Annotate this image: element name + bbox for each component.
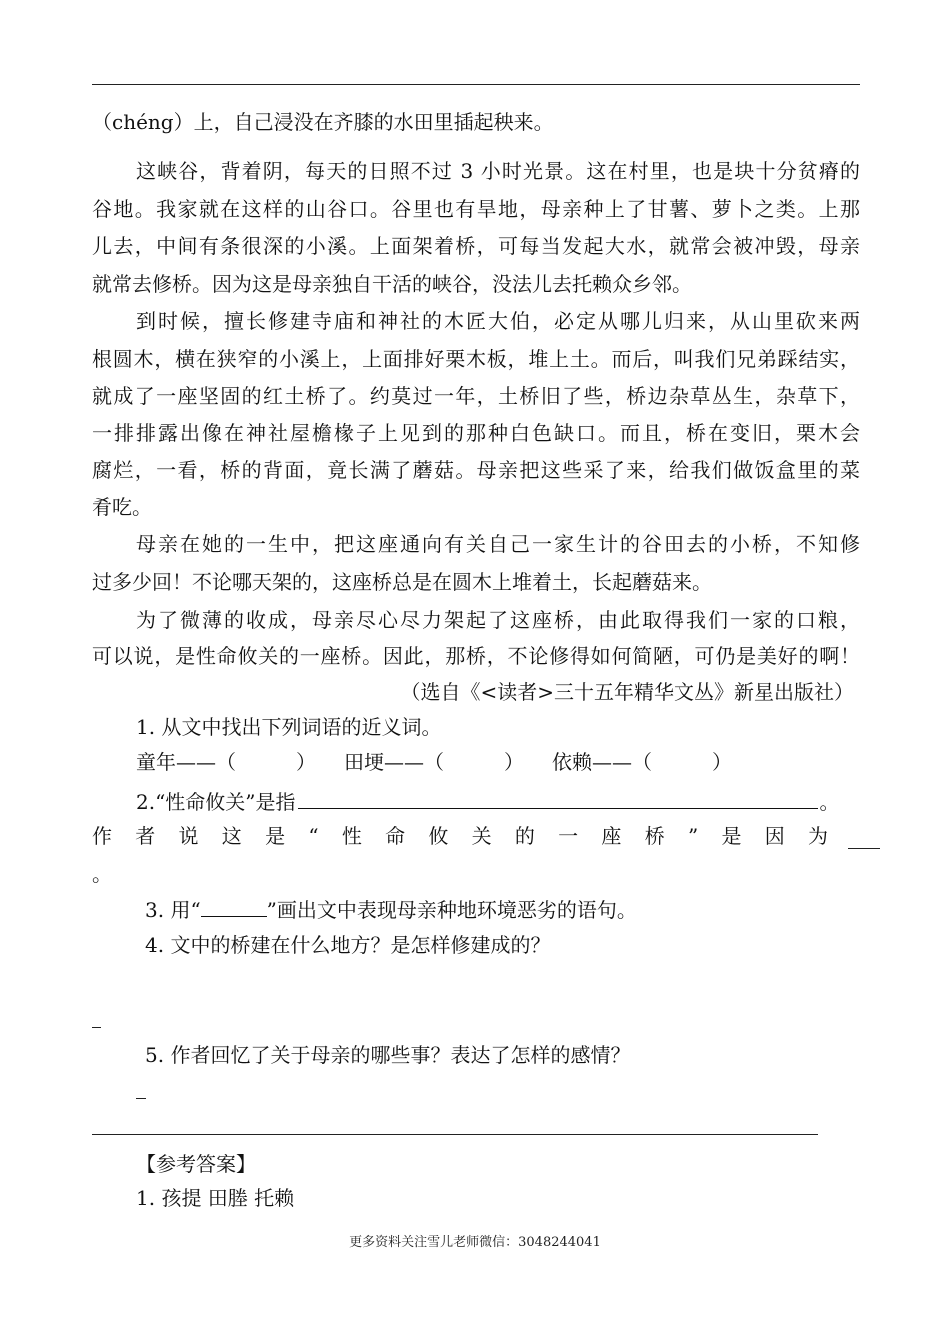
para2-line-4: 就常去修桥。因为这是母亲独自干活的峡谷，没法儿去托赖众乡邻。 [92, 272, 692, 296]
para3-line-6: 肴吃。 [92, 495, 152, 519]
para3-line-4: 一排排露出像在神社屋檐椽子上见到的那种白色缺口。而且，桥在变旧，栗木会 [92, 421, 860, 445]
question-5: 5. 作者回忆了关于母亲的哪些事？表达了怎样的感情？ [145, 1043, 631, 1067]
para2-line-3: 儿去，中间有条很深的小溪。上面架着桥，可每当发起大水，就常会被冲毁，母亲 [92, 234, 860, 258]
answer-divider [92, 1134, 818, 1135]
para2-line-2: 谷地。我家就在这样的山谷口。谷里也有旱地，母亲种上了甘薯、萝卜之类。上那 [92, 197, 860, 221]
q1-item-rely: 依赖——（ ） [552, 750, 732, 774]
source-citation: （选自《<读者>三十五年精华文丛》新星出版社） [400, 680, 854, 704]
passage-line-1: （chéng）上，自己浸没在齐膝的水田里插起秧来。 [92, 110, 554, 134]
q2-answer-blank[interactable] [298, 786, 818, 809]
para3-line-3: 就成了一座坚固的红土桥了。约莫过一年，土桥旧了些，桥边杂草丛生，杂草下， [92, 384, 860, 408]
question-2-line-2 [92, 822, 840, 850]
q5-answer-blank-start[interactable] [136, 1098, 146, 1099]
para5-line-1: 为了微薄的收成，母亲尽心尽力架起了这座桥，由此取得我们一家的口粮， [136, 608, 860, 632]
para3-line-2: 根圆木，横在狭窄的小溪上，上面排好栗木板，堆上土。而后，叫我们兄弟踩结实， [92, 347, 860, 371]
answer-1: 1. 孩提 田塍 托赖 [136, 1186, 295, 1210]
question-1-items [136, 748, 860, 776]
question-2-line-3: 。 [92, 862, 112, 886]
para2-line-1: 这峡谷，背着阴，每天的日照不过 3 小时光景。这在村里，也是块十分贫瘠的 [136, 159, 860, 183]
q2-reason-text: 作者说这是“性命攸关的一座桥”是因为 [92, 824, 828, 848]
q3-prefix: 3. 用“ [145, 898, 201, 922]
answers-heading: 【参考答案】 [136, 1152, 256, 1176]
para3-line-5: 腐烂，一看，桥的背面，竟长满了蘑菇。母亲把这些采了来，给我们做饭盒里的菜 [92, 458, 860, 482]
q2-reason-blank[interactable] [848, 848, 880, 849]
header-rule [92, 84, 860, 85]
question-3 [145, 896, 860, 924]
q2-prefix: 2.“性命攸关”是指 [136, 790, 296, 814]
q4-answer-blank[interactable] [92, 1027, 101, 1028]
q3-underline-mark [201, 896, 267, 917]
page-footer: 更多资料关注雪儿老师微信：3048244041 [349, 1235, 601, 1250]
answer-divider-end [806, 1134, 818, 1135]
question-4: 4. 文中的桥建在什么地方？是怎样修建成的？ [145, 933, 551, 957]
para3-line-1: 到时候，擅长修建寺庙和神社的木匠大伯，必定从哪儿归来，从山里砍来两 [136, 309, 860, 333]
para4-line-2: 过多少回！不论哪天架的，这座桥总是在圆木上堆着土，长起蘑菇来。 [92, 570, 712, 594]
q3-suffix: ”画出文中表现母亲种地环境恶劣的语句。 [266, 898, 637, 922]
question-2 [136, 786, 860, 816]
para4-line-1: 母亲在她的一生中，把这座通向有关自己一家生计的谷田去的小桥，不知修 [136, 532, 860, 556]
q2-suffix: 。 [819, 790, 840, 814]
q1-item-childhood: 童年——（ ） [136, 750, 316, 774]
question-1: 1. 从文中找出下列词语的近义词。 [136, 715, 442, 739]
q1-item-ridge: 田埂——（ ） [344, 750, 524, 774]
para5-line-2: 可以说，是性命攸关的一座桥。因此，那桥，不论修得如何简陋，可仍是美好的啊！ [92, 644, 860, 668]
